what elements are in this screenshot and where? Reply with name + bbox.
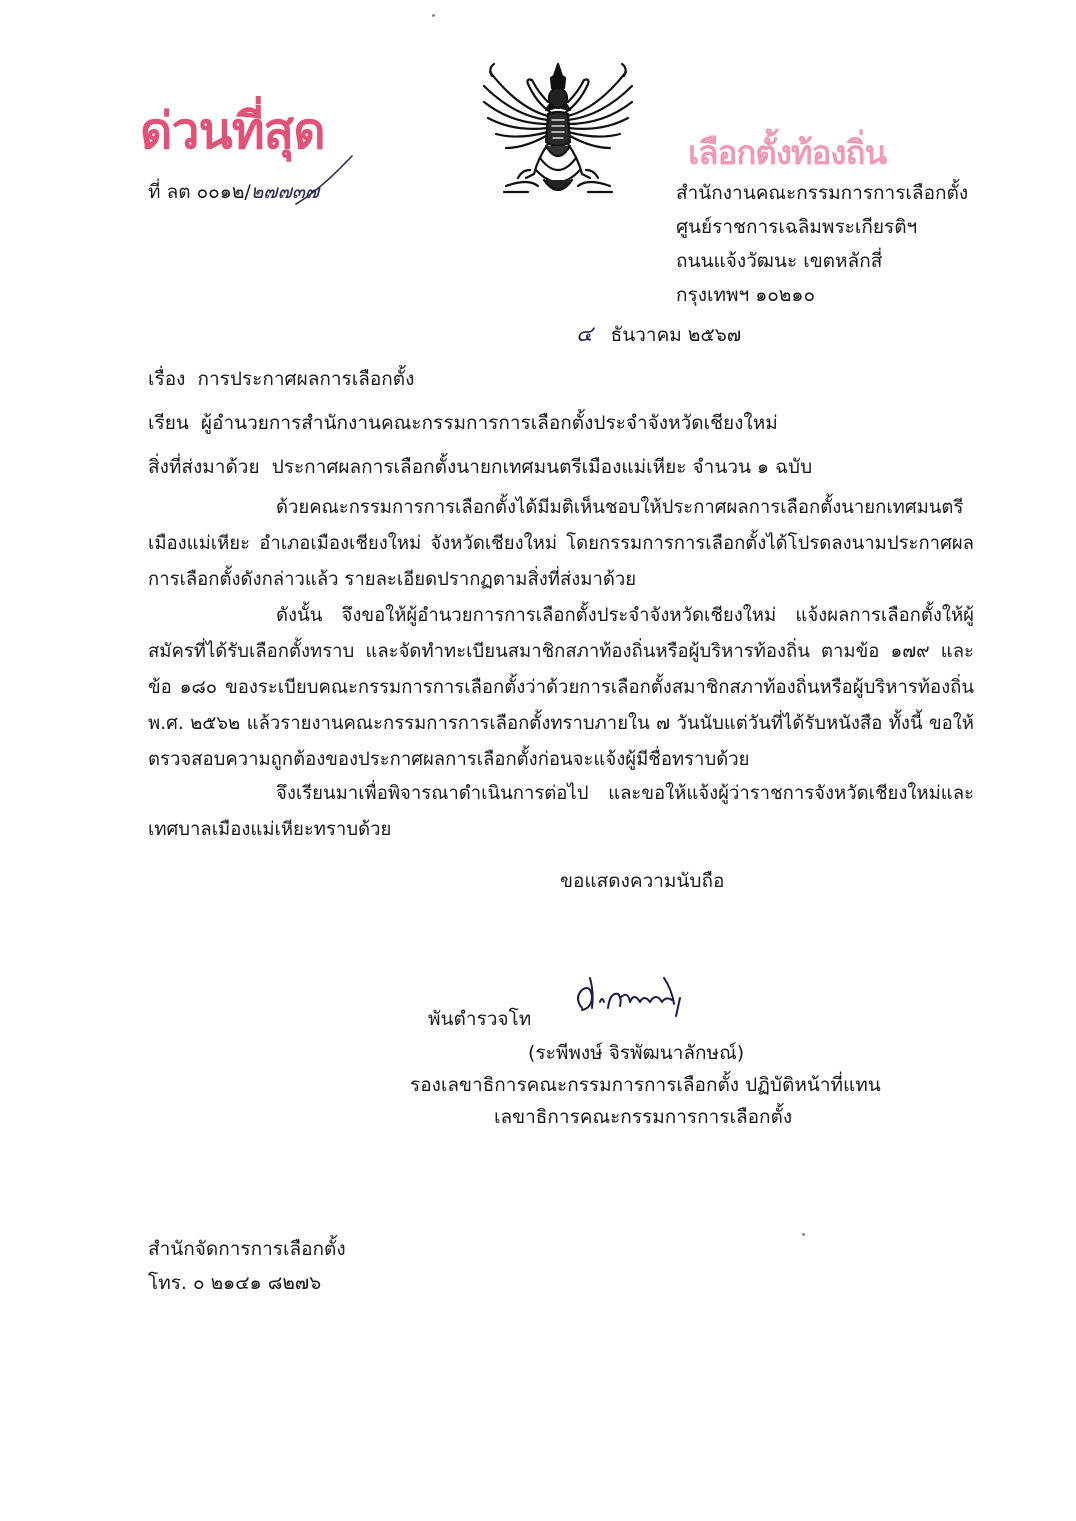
document-number-handwritten: ๒๗๗๓๗ (250, 181, 320, 203)
footer-contact (148, 1232, 346, 1300)
body-paragraph: ด้วยคณะกรรมการการเลือกตั้งได้มีมติเห็นชอบให้ประกาศผลการเลือกตั้งนายกเทศมนตรีเมืองแม่เหียะ อำเภอเมืองเชียงใหม่ จังหวัดเชียงใหม่ โดยกรรมการการเลือกตั้งได้โปรดลงนามประกาศผลการเลือกตั้งดังกล่าวแล้ว รายละเอียดปรากฏตามสิ่งที่ส่งมาด้วย (148, 497, 974, 590)
signatory-position-acting: เลขาธิการคณะกรรมการการเลือกตั้ง (494, 1106, 793, 1128)
garuda-emblem-icon (478, 58, 638, 206)
body-paragraph: จึงเรียนมาเพื่อพิจารณาดำเนินการต่อไป และขอให้แจ้งผู้ว่าราชการจังหวัดเชียงใหม่และเทศบาลเมืองแม่เหียะทราบด้วย (148, 783, 974, 840)
signatory-position: รองเลขาธิการคณะกรรมการการเลือกตั้ง ปฏิบัติหน้าที่แทน (410, 1074, 881, 1096)
address-line: กรุงเทพฯ ๑๐๒๑๐ (676, 284, 816, 306)
handwritten-stroke-icon (290, 150, 360, 210)
urgent-stamp: ด่วนที่สุด (140, 102, 325, 160)
body-paragraph: ดังนั้น จึงขอให้ผู้อำนวยการการเลือกตั้งประจำจังหวัดเชียงใหม่ แจ้งผลการเลือกตั้งให้ผู้สมัครที่ได้รับเลือกตั้งทราบ และจัดทำทะเบียนสมาชิกสภาท้องถิ่นหรือผู้บริหารท้องถิ่น ตามข้อ ๑๗๙ และข้อ ๑๘๐ ของระเบียบคณะกรรมการการเลือกตั้งว่าด้วยการเลือกตั้งสมาชิกสภาท้องถิ่นหรือผู้บริหารท้องถิ่น พ.ศ. ๒๕๖๒ แล้วรายงานคณะกรรมการการเลือกตั้งทราบภายใน ๗ วันนับแต่วันที่ได้รับหนังสือ ทั้งนี้ ขอให้ตรวจสอบความถูกต้องของประกาศผลการเลือกตั้งก่อนจะแจ้งผู้มีชื่อทราบด้วย (148, 605, 974, 770)
closing-phrase: ขอแสดงความนับถือ (560, 870, 725, 892)
footer-department: สำนักจัดการการเลือกตั้ง (148, 1238, 346, 1260)
recipient-text: ผู้อำนวยการสำนักงานคณะกรรมการการเลือกตั้งประจำจังหวัดเชียงใหม่ (200, 412, 778, 434)
address-line: สำนักงานคณะกรรมการการเลือกตั้ง (676, 182, 969, 204)
signatory-rank: พันตำรวจโท (428, 1008, 532, 1030)
address-line: ศูนย์ราชการเฉลิมพระเกียรติฯ (676, 216, 918, 238)
enclosure-label: สิ่งที่ส่งมาด้วย (148, 456, 260, 478)
recipient-label: เรียน (148, 412, 189, 434)
enclosure-text: ประกาศผลการเลือกตั้งนายกเทศมนตรีเมืองแม่เหียะ จำนวน ๑ ฉบับ (271, 456, 813, 478)
recipient-line (148, 408, 778, 438)
signature-icon (568, 968, 698, 1026)
letter-date (576, 316, 741, 351)
subject-text: การประกาศผลการเลือกตั้ง (197, 368, 415, 390)
sender-address (676, 176, 968, 312)
subject-label: เรื่อง (148, 368, 186, 390)
date-month-year: ธันวาคม ๒๕๖๗ (610, 324, 742, 346)
address-line: ถนนแจ้งวัฒนะ เขตหลักสี่ (676, 250, 883, 272)
local-election-stamp: เลือกตั้งท้องถิ่น (688, 133, 887, 172)
document-number-prefix: ที่ ลต ๐๐๑๒/ (148, 181, 251, 203)
subject-line (148, 364, 414, 394)
signatory-name: (ระพีพงษ์ จิรพัฒนาลักษณ์) (528, 1042, 745, 1064)
scan-speck (802, 1233, 805, 1236)
date-day: ๔ (576, 322, 593, 347)
enclosure-line (148, 452, 812, 482)
scan-speck (432, 14, 435, 17)
footer-phone: โทร. ๐ ๒๑๔๑ ๘๒๗๖ (148, 1272, 322, 1294)
